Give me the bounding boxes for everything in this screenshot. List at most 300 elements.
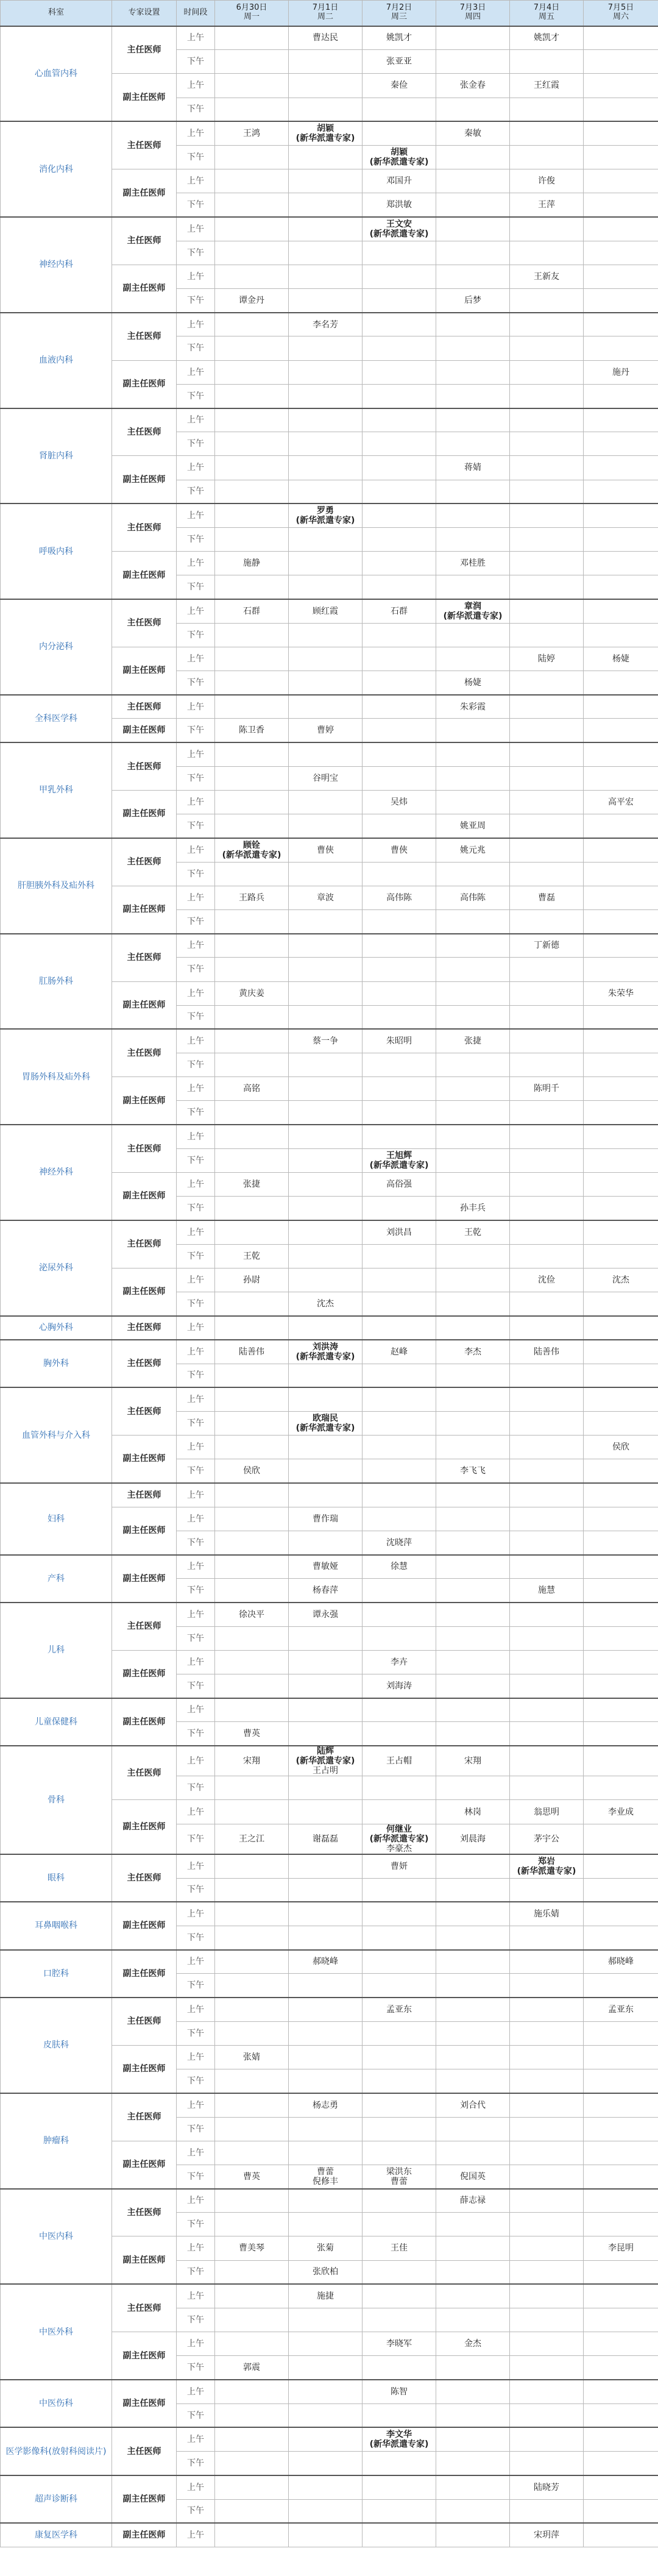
doctor-cell [436,2021,510,2045]
doctor-cell [363,2499,436,2523]
doctor-cell [436,74,510,98]
doctor-cell [584,1507,658,1531]
dispatched-expert-note: (新华派遣专家) [295,516,355,526]
dispatched-expert-note: (新华派遣专家) [295,133,355,144]
time-period: 下午 [177,432,215,456]
doctor-cell [510,1878,584,1902]
schedule-row [1,1902,658,1926]
doctor-cell [215,981,289,1005]
doctor-cell [363,1244,436,1268]
doctor-name: 朱彩霞 [460,702,486,712]
doctor-cell [510,2499,584,2523]
doctor-cell [436,981,510,1005]
doctor-cell [584,1603,658,1626]
doctor-cell [363,2021,436,2045]
doctor-cell [584,1197,658,1220]
doctor-cell [289,1148,363,1172]
schedule-row [1,217,658,241]
doctor-level: 副主任医师 [112,2475,177,2523]
time-period: 上午 [177,742,215,766]
doctor-cell [215,193,289,217]
time-period: 上午 [177,408,215,432]
doctor-cell [215,1220,289,1244]
doctor-cell [510,1746,584,1776]
department-name: 康复医学科 [1,2523,112,2547]
doctor-cell [436,2165,510,2188]
time-period: 上午 [177,1507,215,1531]
doctor-name: 高俗强 [386,1179,412,1190]
doctor-cell [436,2141,510,2165]
doctor-cell [436,1340,510,1364]
doctor-cell [289,623,363,647]
doctor-level: 主任医师 [112,1746,177,1800]
doctor-name: 姚凯才 [534,33,559,43]
doctor-cell [584,2069,658,2093]
doctor-cell [436,575,510,599]
doctor-cell [363,50,436,74]
doctor-name: 曹英 [243,1729,260,1739]
doctor-name: 胡颖 [391,147,408,157]
doctor-name: 姚亚周 [460,820,486,831]
doctor-cell [215,1998,289,2021]
doctor-name: 曹俠 [391,845,408,855]
doctor-cell [510,2117,584,2141]
doctor-cell [289,432,363,456]
doctor-level: 主任医师 [112,1125,177,1172]
doctor-cell [363,2380,436,2403]
doctor-name: 施静 [243,558,260,569]
doctor-cell [510,1077,584,1101]
time-period: 下午 [177,2499,215,2523]
doctor-cell [363,456,436,480]
schedule-row [1,1220,658,1244]
doctor-cell [363,647,436,671]
doctor-cell [215,2045,289,2069]
doctor-cell [289,1220,363,1244]
doctor-cell [436,1364,510,1387]
doctor-cell [289,289,363,313]
doctor-name: 郑岩 [538,1856,555,1866]
time-period: 上午 [177,1902,215,1926]
doctor-cell [289,1531,363,1554]
time-period: 上午 [177,981,215,1005]
time-period: 下午 [177,2452,215,2475]
doctor-name: 秦俭 [391,80,408,91]
doctor-name: 张亚亚 [386,57,412,67]
schedule-row [1,1998,658,2021]
doctor-cell [215,1531,289,1554]
doctor-cell [289,552,363,575]
doctor-cell [215,1603,289,1626]
doctor-name: 杨婕 [464,677,481,688]
time-period: 上午 [177,1950,215,1974]
doctor-cell [289,1244,363,1268]
doctor-cell [289,742,363,766]
doctor-cell [363,2452,436,2475]
doctor-name: 陈卫香 [239,725,264,736]
department-name: 骨科 [1,1746,112,1854]
doctor-cell [363,599,436,623]
doctor-cell [363,1824,436,1854]
doctor-cell [363,838,436,862]
doctor-cell [584,1555,658,1579]
doctor-cell [215,623,289,647]
time-period: 上午 [177,1173,215,1197]
doctor-cell [584,766,658,790]
time-period: 上午 [177,695,215,719]
doctor-cell [584,2332,658,2356]
department-name: 医学影像科(放射科阅读片) [1,2427,112,2475]
doctor-level: 副主任医师 [112,1950,177,1998]
doctor-cell [510,1316,584,1340]
doctor-cell [436,2189,510,2213]
doctor-cell [584,791,658,814]
doctor-level: 主任医师 [112,1998,177,2045]
doctor-cell [510,456,584,480]
time-period: 下午 [177,241,215,265]
doctor-level: 副主任医师 [112,456,177,503]
doctor-cell [363,1220,436,1244]
time-period: 上午 [177,1125,215,1148]
doctor-cell [436,1878,510,1902]
doctor-cell [289,50,363,74]
doctor-cell [363,742,436,766]
doctor-name: 孙尉 [243,1275,260,1285]
doctor-cell [215,647,289,671]
doctor-cell [215,121,289,145]
doctor-cell [510,313,584,336]
doctor-cell [215,2236,289,2260]
doctor-name: 张金春 [460,80,486,91]
doctor-cell [363,2141,436,2165]
doctor-name: 张捷 [464,1036,481,1047]
doctor-cell [289,2213,363,2236]
doctor-name: 郝晓峰 [313,1957,338,1967]
doctor-level: 主任医师 [112,838,177,886]
doctor-name: 谷明宝 [313,773,338,783]
doctor-cell [510,289,584,313]
doctor-cell [363,958,436,981]
doctor-cell [289,1268,363,1292]
department-name: 泌尿外科 [1,1220,112,1316]
doctor-level: 副主任医师 [112,552,177,599]
doctor-cell [436,1005,510,1029]
doctor-cell [510,408,584,432]
doctor-cell [363,2523,436,2547]
doctor-name: 谭永强 [313,1609,338,1620]
doctor-cell [289,2236,363,2260]
schedule-row [1,1950,658,1974]
doctor-cell [363,552,436,575]
doctor-cell [510,432,584,456]
doctor-level: 副主任医师 [112,265,177,312]
doctor-cell [289,2308,363,2332]
doctor-level: 副主任医师 [112,1436,177,1483]
doctor-cell [584,1364,658,1387]
doctor-cell [215,814,289,838]
time-period: 上午 [177,934,215,958]
department-name: 神经外科 [1,1125,112,1220]
schedule-row [1,1029,658,1053]
schedule-row [1,1555,658,1579]
doctor-name: 王佳 [391,2243,408,2254]
doctor-name: 陆婷 [538,653,555,664]
doctor-cell [215,1459,289,1483]
doctor-name: 后梦 [464,295,481,305]
doctor-cell [363,2260,436,2284]
doctor-level: 主任医师 [112,695,177,719]
time-period: 上午 [177,1268,215,1292]
doctor-cell [215,695,289,719]
doctor-cell [436,1800,510,1824]
doctor-cell [584,1974,658,1998]
time-period: 上午 [177,1555,215,1579]
doctor-cell [215,145,289,169]
doctor-cell [436,1197,510,1220]
doctor-cell [215,2165,289,2188]
time-period: 下午 [177,958,215,981]
doctor-cell [584,552,658,575]
department-name: 中医外科 [1,2284,112,2380]
time-period: 上午 [177,2427,215,2451]
doctor-cell [363,2045,436,2069]
doctor-cell [584,981,658,1005]
doctor-cell [584,265,658,288]
time-period: 下午 [177,1824,215,1854]
doctor-name: 李晓军 [386,2339,412,2349]
doctor-cell [215,1005,289,1029]
doctor-cell [363,432,436,456]
time-period: 上午 [177,1698,215,1722]
doctor-cell [436,1292,510,1315]
doctor-cell [584,1800,658,1824]
doctor-name: 曹蕾 [391,2176,408,2186]
doctor-cell [584,2117,658,2141]
doctor-cell [584,527,658,551]
doctor-cell [436,552,510,575]
doctor-cell [436,2499,510,2523]
doctor-name: 李飞飞 [460,1466,486,1476]
doctor-cell [363,1776,436,1800]
doctor-cell [436,1125,510,1148]
doctor-cell [289,2427,363,2451]
doctor-cell [289,1316,363,1340]
doctor-name: 倪国英 [460,2171,486,2182]
doctor-cell [215,1292,289,1315]
doctor-name: 王旭辉 [386,1150,412,1161]
doctor-cell [215,2117,289,2141]
time-period: 上午 [177,503,215,527]
doctor-cell [289,1674,363,1698]
doctor-cell [289,1902,363,1926]
doctor-level: 副主任医师 [112,1507,177,1554]
doctor-cell [363,1722,436,1746]
doctor-cell [436,336,510,360]
doctor-cell [363,193,436,217]
schedule-row [1,2475,658,2499]
doctor-cell [510,2475,584,2499]
department-name: 血管外科与介入科 [1,1387,112,1483]
doctor-name: 王乾 [243,1251,260,1261]
schedule-row [1,934,658,958]
doctor-cell [363,1101,436,1125]
department-name: 中医伤科 [1,2380,112,2427]
doctor-cell [510,552,584,575]
doctor-cell [363,1292,436,1315]
doctor-cell [363,1268,436,1292]
doctor-cell [510,623,584,647]
time-period: 下午 [177,623,215,647]
doctor-cell [215,1878,289,1902]
doctor-cell [215,2523,289,2547]
doctor-name: 曹英 [243,2171,260,2182]
doctor-cell [584,1698,658,1722]
doctor-cell [584,886,658,909]
doctor-cell [289,1746,363,1776]
time-period: 上午 [177,886,215,909]
doctor-cell [584,1722,658,1746]
doctor-cell [215,527,289,551]
doctor-cell [289,671,363,695]
doctor-name: 欧瑞民 [313,1413,338,1423]
doctor-cell [363,1579,436,1603]
doctor-cell [510,934,584,958]
doctor-cell [215,50,289,74]
doctor-cell [510,2452,584,2475]
time-period: 上午 [177,1340,215,1364]
doctor-cell [510,1029,584,1053]
doctor-cell [584,2213,658,2236]
doctor-cell [584,2403,658,2427]
doctor-cell [215,2332,289,2356]
doctor-name: 李业成 [608,1807,634,1817]
doctor-level: 副主任医师 [112,1800,177,1854]
doctor-cell [436,1077,510,1101]
doctor-cell [289,121,363,145]
time-period: 上午 [177,313,215,336]
department-name: 神经内科 [1,217,112,313]
doctor-cell [289,1340,363,1364]
doctor-cell [584,575,658,599]
doctor-level: 副主任医师 [112,2332,177,2380]
doctor-cell [584,2499,658,2523]
doctor-name: 丁新德 [534,941,559,951]
doctor-name: 许俊 [538,176,555,187]
doctor-cell [289,2380,363,2403]
doctor-cell [215,313,289,336]
doctor-cell [584,1950,658,1974]
doctor-level: 副主任医师 [112,360,177,408]
doctor-cell [289,1459,363,1483]
doctor-name: 曹敏娅 [313,1562,338,1572]
doctor-cell [584,1926,658,1950]
doctor-cell [436,1902,510,1926]
doctor-cell [215,2356,289,2380]
doctor-name: 宋翔 [464,1756,481,1767]
doctor-name: 李卉 [391,1657,408,1667]
doctor-name: 章波 [317,892,334,903]
doctor-cell [510,766,584,790]
doctor-cell [584,2236,658,2260]
doctor-cell [215,1101,289,1125]
doctor-cell [436,742,510,766]
doctor-level: 副主任医师 [112,2380,177,2427]
doctor-cell [584,934,658,958]
doctor-cell [584,121,658,145]
doctor-cell [436,193,510,217]
doctor-cell [215,838,289,862]
time-period: 上午 [177,1436,215,1459]
doctor-name: 张捷 [243,1179,260,1190]
doctor-cell [436,599,510,623]
time-period: 下午 [177,1579,215,1603]
doctor-level: 副主任医师 [112,886,177,933]
doctor-name: 曹俠 [317,845,334,855]
doctor-cell [215,1077,289,1101]
doctor-cell [436,1950,510,1974]
doctor-cell [584,2093,658,2117]
doctor-cell [289,886,363,909]
doctor-cell [215,1974,289,1998]
doctor-cell [363,575,436,599]
doctor-cell [289,384,363,408]
doctor-cell [510,647,584,671]
dispatched-expert-note: (新华派遣专家) [369,2439,429,2450]
doctor-cell [436,1148,510,1172]
doctor-cell [215,2141,289,2165]
doctor-cell [363,1340,436,1364]
dispatched-expert-note: (新华派遣专家) [222,850,281,860]
time-period: 下午 [177,1626,215,1650]
doctor-cell [436,1926,510,1950]
doctor-level: 主任医师 [112,2284,177,2332]
doctor-cell [363,1459,436,1483]
doctor-cell [215,1387,289,1411]
doctor-cell [363,791,436,814]
doctor-cell [584,647,658,671]
schedule-row [1,695,658,719]
doctor-cell [215,1316,289,1340]
time-period: 下午 [177,1531,215,1554]
header-period: 时间段 [177,1,215,26]
doctor-level: 主任医师 [112,2427,177,2475]
doctor-cell [215,26,289,50]
time-period: 下午 [177,909,215,933]
doctor-cell [584,1579,658,1603]
doctor-cell [363,1531,436,1554]
doctor-name: 王之江 [239,1834,264,1844]
doctor-cell [510,1005,584,1029]
doctor-cell [289,1974,363,1998]
doctor-cell [289,2045,363,2069]
doctor-cell [363,527,436,551]
doctor-cell [363,623,436,647]
doctor-cell [584,2045,658,2069]
time-period: 上午 [177,360,215,384]
doctor-name: 陆善伟 [534,1347,559,1357]
time-period: 上午 [177,552,215,575]
schedule-row [1,742,658,766]
header-day-2: 7月1日 周二 [289,1,363,26]
doctor-level: 主任医师 [112,26,177,74]
time-period: 上午 [177,1603,215,1626]
doctor-cell [363,313,436,336]
doctor-cell [363,265,436,288]
doctor-cell [363,2236,436,2260]
dispatched-expert-note: (新华派遣专家) [517,1866,576,1876]
doctor-name: 杨婕 [612,653,629,664]
doctor-cell [584,2427,658,2451]
